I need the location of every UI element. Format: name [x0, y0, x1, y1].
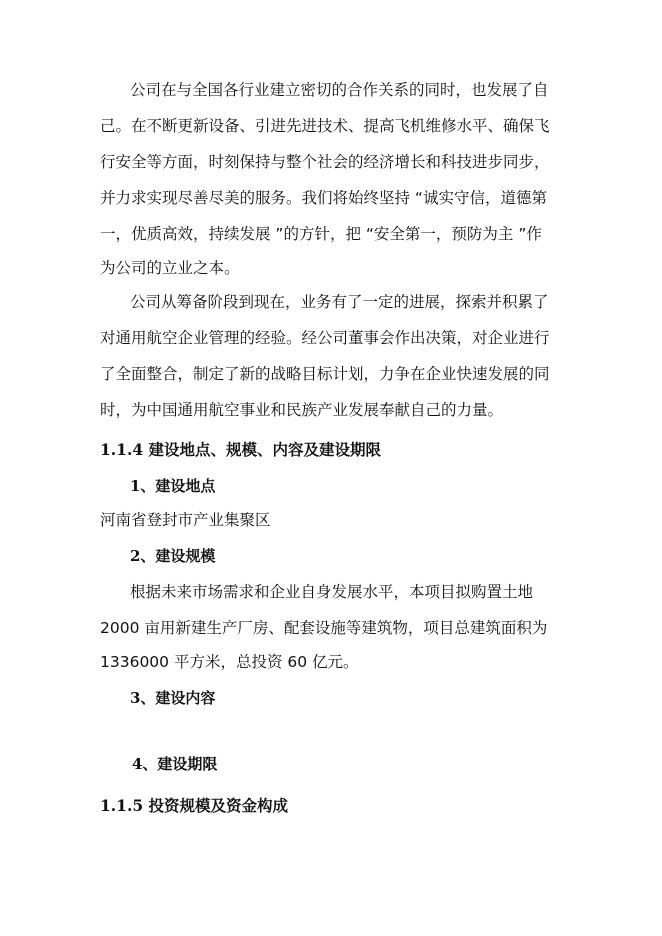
item2-body-line-2: 2000 亩用新建生产厂房、配套设施等建筑物，项目总建筑面积为: [100, 619, 548, 637]
para1-line-2: 己。在不断更新设备、引进先进技术、提高飞机维修水平、确保飞: [100, 117, 550, 135]
item1-title: 1、建设地点: [130, 477, 216, 495]
item2-body-line-3: 1336000 平方米，总投资 60 亿元。: [100, 653, 359, 671]
para1-line-3: 行安全等方面，时刻保持与整个社会的经济增长和科技进步同步，: [100, 153, 550, 171]
para2-line-1: 公司从筹备阶段到现在，业务有了一定的进展，探索并积累了: [130, 293, 549, 311]
item2-title: 2、建设规模: [130, 547, 216, 565]
para1-line-5: 一，优质高效，持续发展 ”的方针，把 “安全第一，预防为主 ”作: [100, 225, 542, 243]
para2-line-2: 对通用航空企业管理的经验。经公司董事会作出决策，对企业进行: [100, 329, 550, 347]
item4-title: 4、建设期限: [132, 755, 218, 773]
para2-line-4: 时，为中国通用航空事业和民族产业发展奉献自己的力量。: [100, 401, 504, 419]
item3-title: 3、建设内容: [130, 689, 216, 707]
item2-body-line-1: 根据未来市场需求和企业自身发展水平，本项目拟购置土地: [130, 583, 534, 601]
para2-line-3: 了全面整合，制定了新的战略目标计划，力争在企业快速发展的同: [100, 365, 550, 383]
section-heading-1-1-5: 1.1.5 投资规模及资金构成: [100, 796, 289, 815]
section-heading-1-1-4: 1.1.4 建设地点、规模、内容及建设期限: [100, 440, 382, 459]
para1-line-1: 公司在与全国各行业建立密切的合作关系的同时，也发展了自: [130, 81, 549, 99]
para1-line-6: 为公司的立业之本。: [100, 259, 240, 277]
item1-body: 河南省登封市产业集聚区: [100, 511, 271, 529]
para1-line-4: 并力求实现尽善尽美的服务。我们将始终坚持 “诚实守信，道德第: [100, 189, 547, 207]
